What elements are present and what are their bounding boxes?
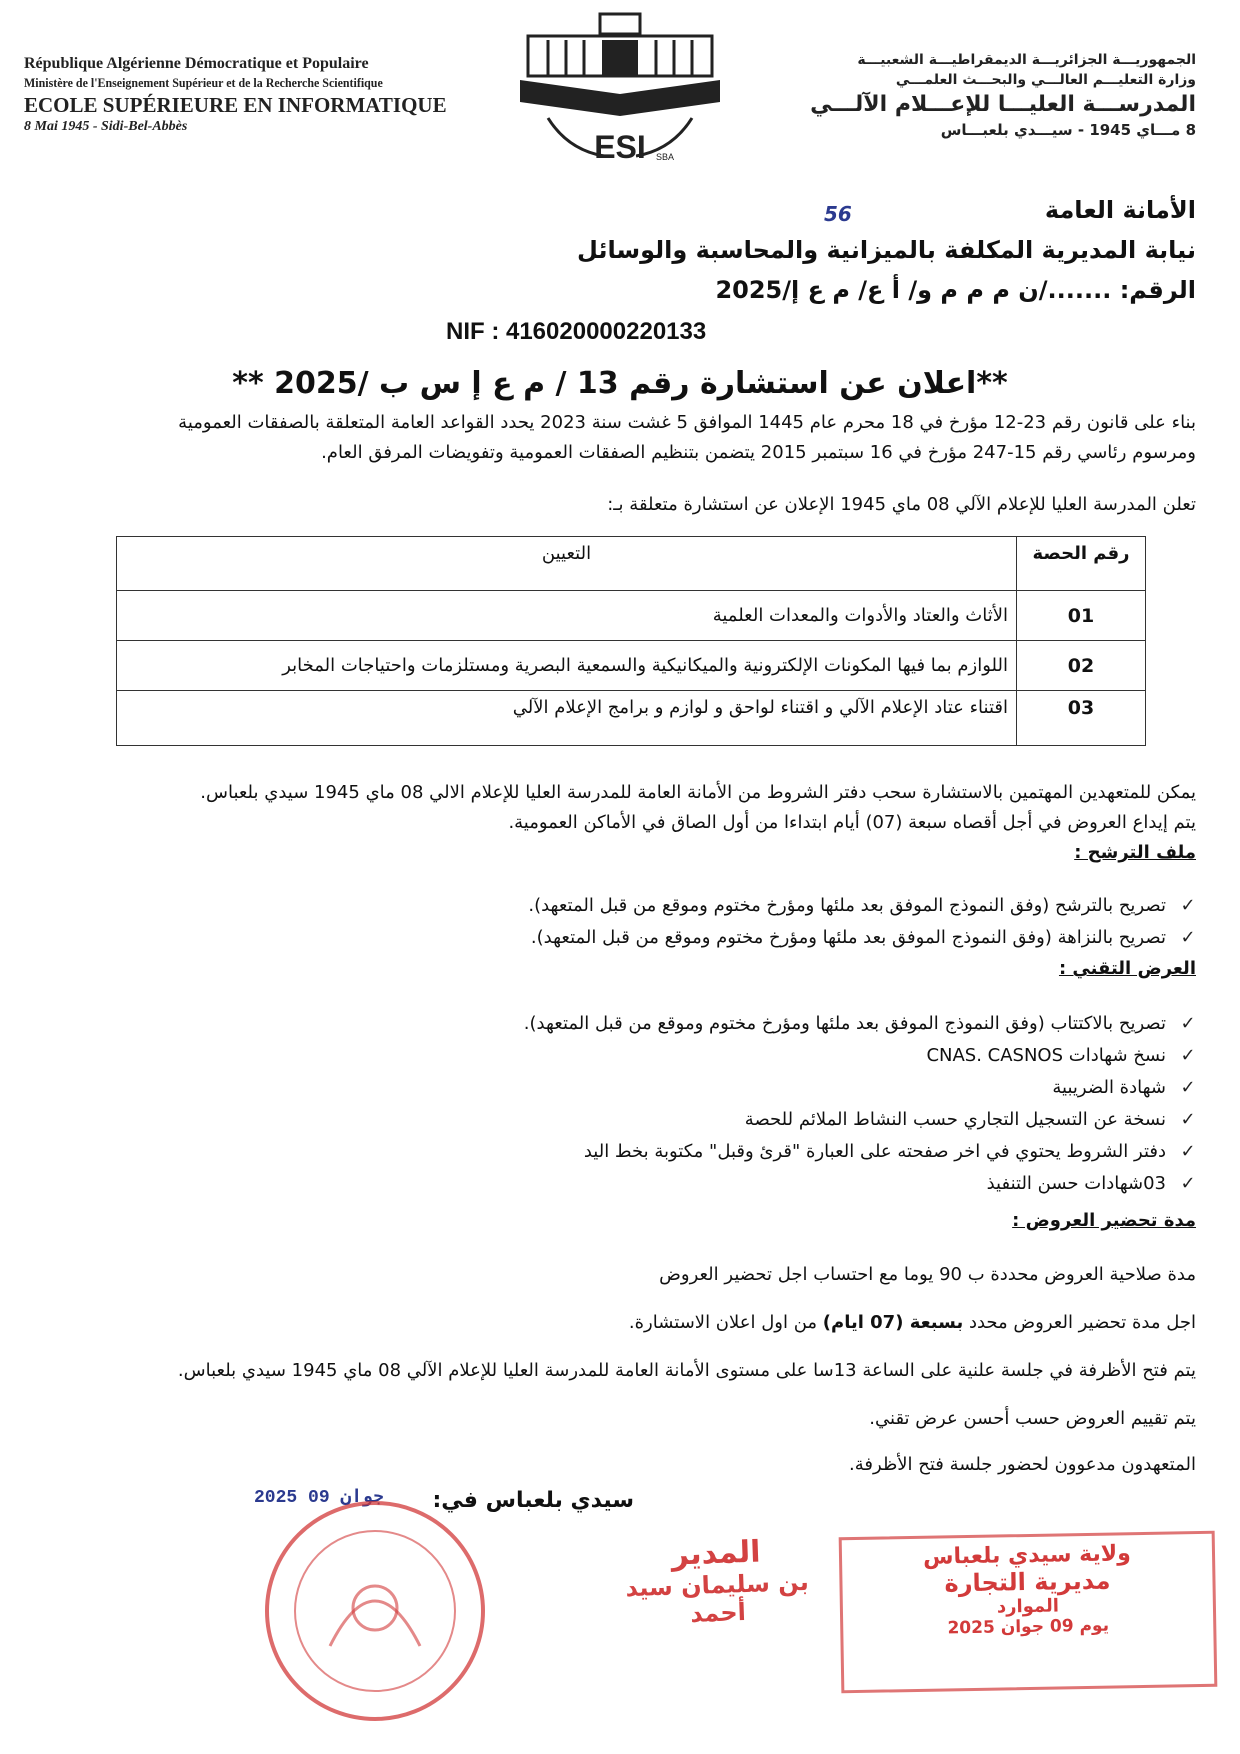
intro-paragraph bbox=[46, 408, 1196, 468]
deadline-emphasis: بسبعة (07 ايام) bbox=[822, 1312, 964, 1333]
conditions-line-1: يمكن للمتعهدين المهتمين بالاستشارة سحب دفتر الشروط من الأمانة العامة للمدرسة العليا للإعلام الالي 08 ماي 1945 سيدي بلعباس. bbox=[200, 782, 1196, 803]
stamp-directorate: مديرية التجارة bbox=[944, 1566, 1111, 1598]
validity-line: مدة صلاحية العروض محددة ب 90 يوما مع احتساب اجل تحضير العروض bbox=[659, 1264, 1196, 1285]
list-item: ✓تصريح بالنزاهة (وفق النموذج الموفق بعد ملئها ومؤرخ مختوم وموقع من قبل المتعهد). bbox=[150, 922, 1200, 954]
conditions-line-2: يتم إيداع العروض في أجل أقصاه سبعة (07) أيام ابتداءا من أول الصاق في الأماكن العمومية. bbox=[508, 812, 1196, 833]
republic-ar: الجمهوريـــة الجزائريـــة الديمقراطيـــة الشعبيـــة bbox=[857, 52, 1196, 68]
logo-text: ESI bbox=[594, 129, 646, 165]
commerce-stamp bbox=[839, 1531, 1218, 1694]
director-title: المدير bbox=[670, 1534, 762, 1573]
conditions-paragraph bbox=[46, 778, 1196, 838]
ministry-fr: Ministère de l'Enseignement Supérieur et de la Recherche Scientifique bbox=[24, 75, 383, 90]
technical-heading: العرض التقني : bbox=[1058, 958, 1196, 979]
lot-number: 03 bbox=[1017, 691, 1146, 746]
lot-designation: اقتناء عتاد الإعلام الآلي و اقتناء لواحق و لوازم و برامج الإعلام الآلي bbox=[117, 691, 1017, 746]
title-block bbox=[296, 190, 1196, 310]
address-ar: 8 مـــاي 1945 - سيـــدي بلعبـــاس bbox=[940, 121, 1196, 139]
stamp-wilaya: ولاية سيدي بلعباس bbox=[922, 1541, 1132, 1570]
header-designation: التعيين bbox=[117, 537, 1017, 591]
deadline-line: اجل مدة تحضير العروض محدد بسبعة (07 ايام) من اول اعلان الاستشارة. bbox=[628, 1312, 1196, 1333]
stamp-resources: الموارد bbox=[996, 1595, 1060, 1618]
stamp-date: يوم 09 جوان 2025 bbox=[947, 1615, 1110, 1639]
esi-logo bbox=[508, 10, 732, 170]
list-item: ✓تصريح بالاكتتاب (وفق النموذج الموفق بعد ملئها ومؤرخ مختوم وموقع من قبل المتعهد). bbox=[150, 1008, 1200, 1040]
list-item: ✓03شهادات حسن التنفيذ bbox=[150, 1168, 1200, 1200]
lot-number: 02 bbox=[1017, 641, 1146, 691]
announcement-title: **اعلان عن استشارة رقم 13 / م ع إ س ب /2025 ** bbox=[232, 366, 1008, 401]
director-signature bbox=[600, 1532, 833, 1631]
ministry-ar: وزارة التعليـــم العالـــي والبحـــث العلمـــي bbox=[895, 72, 1196, 88]
list-item: ✓شهادة الضريبية bbox=[150, 1072, 1200, 1104]
check-icon: ✓ bbox=[1180, 1077, 1196, 1098]
intro-line-2: ومرسوم رئاسي رقم 15-247 مؤرخ في 16 سبتمبر 2015 يتضمن بتنظيم الصفقات العمومية وتفويضات المرفق العام. bbox=[321, 442, 1196, 463]
candidacy-list bbox=[150, 890, 1200, 954]
header-arabic bbox=[756, 50, 1196, 140]
republic-fr: République Algérienne Démocratique et Populaire bbox=[24, 55, 369, 72]
logo-sub: SBA bbox=[656, 152, 675, 162]
evaluation-line: يتم تقييم العروض حسب أحسن عرض تقني. bbox=[869, 1408, 1196, 1429]
list-item: ✓دفتر الشروط يحتوي في اخر صفحته على العبارة "قرئ وقبل" مكتوبة بخط اليد bbox=[150, 1136, 1200, 1168]
check-icon: ✓ bbox=[1180, 1173, 1196, 1194]
list-item: ✓نسخة عن التسجيل التجاري حسب النشاط الملائم للحصة bbox=[150, 1104, 1200, 1136]
check-icon: ✓ bbox=[1180, 1141, 1196, 1162]
address-fr: 8 Mai 1945 - Sidi-Bel-Abbès bbox=[24, 119, 188, 134]
lots-table bbox=[116, 536, 1146, 746]
candidacy-heading: ملف الترشح : bbox=[1074, 842, 1196, 863]
check-icon: ✓ bbox=[1180, 1109, 1196, 1130]
general-secretariat: الأمانة العامة bbox=[1044, 196, 1196, 224]
lot-designation: الأثاث والعتاد والأدوات والمعدات العلمية bbox=[117, 591, 1017, 641]
signature-date: 2025 جوان 09 bbox=[254, 1488, 384, 1508]
list-item: ✓تصريح بالترشح (وفق النموذج الموفق بعد ملئها ومؤرخ مختوم وموقع من قبل المتعهد). bbox=[150, 890, 1200, 922]
table-header-row bbox=[117, 537, 1146, 591]
round-stamp bbox=[260, 1496, 490, 1726]
table-row bbox=[117, 691, 1146, 746]
director-name: بن سليمان سيد أحمد bbox=[625, 1567, 810, 1628]
technical-list bbox=[150, 1008, 1200, 1200]
opening-line: يتم فتح الأظرفة في جلسة علنية على الساعة 13سا على مستوى الأمانة العامة للمدرسة العليا للإعلام الآلي 08 ماي 1945 سيدي بلعباس. bbox=[177, 1360, 1196, 1381]
intro-line-1: بناء على قانون رقم 23-12 مؤرخ في 18 محرم عام 1445 الموافق 5 غشت سنة 2023 يحدد القواعد العامة المتعلقة بالصفقات العمومية bbox=[178, 412, 1196, 433]
lot-number: 01 bbox=[1017, 591, 1146, 641]
reference-text: الرقم: ......./ن م م م و/ أ ع/ م ع إ/2025 bbox=[715, 276, 1196, 304]
intro-line-3: تعلن المدرسة العليا للإعلام الآلي 08 ماي 1945 الإعلان عن استشارة متعلقة بـ: bbox=[607, 494, 1196, 515]
check-icon: ✓ bbox=[1180, 1045, 1196, 1066]
school-fr: ECOLE SUPÉRIEURE EN INFORMATIQUE bbox=[24, 93, 447, 117]
check-icon: ✓ bbox=[1180, 895, 1196, 916]
preparation-heading: مدة تحضير العروض : bbox=[1012, 1210, 1196, 1231]
header-french bbox=[24, 54, 454, 136]
list-item: ✓نسخ شهادات CNAS. CASNOS bbox=[150, 1040, 1200, 1072]
check-icon: ✓ bbox=[1180, 927, 1196, 948]
signature-place: سيدي بلعباس في: bbox=[432, 1488, 634, 1513]
sub-directorate: نيابة المديرية المكلفة بالميزانية والمحاسبة والوسائل bbox=[577, 236, 1196, 264]
reference-handwritten: 56 bbox=[824, 202, 852, 226]
lot-designation: اللوازم بما فيها المكونات الإلكترونية والميكانيكية والسمعية البصرية ومستلزمات واحتياجات المخابر bbox=[117, 641, 1017, 691]
nif-number: NIF : 416020000220133 bbox=[446, 318, 707, 345]
header-lot: رقم الحصة bbox=[1017, 537, 1146, 591]
table-row bbox=[117, 591, 1146, 641]
table-row bbox=[117, 641, 1146, 691]
invitation-line: المتعهدون مدعوون لحضور جلسة فتح الأظرفة. bbox=[849, 1454, 1196, 1475]
school-ar: المدرســـة العليـــا للإعـــلام الآلـــي bbox=[810, 92, 1196, 117]
check-icon: ✓ bbox=[1180, 1013, 1196, 1034]
